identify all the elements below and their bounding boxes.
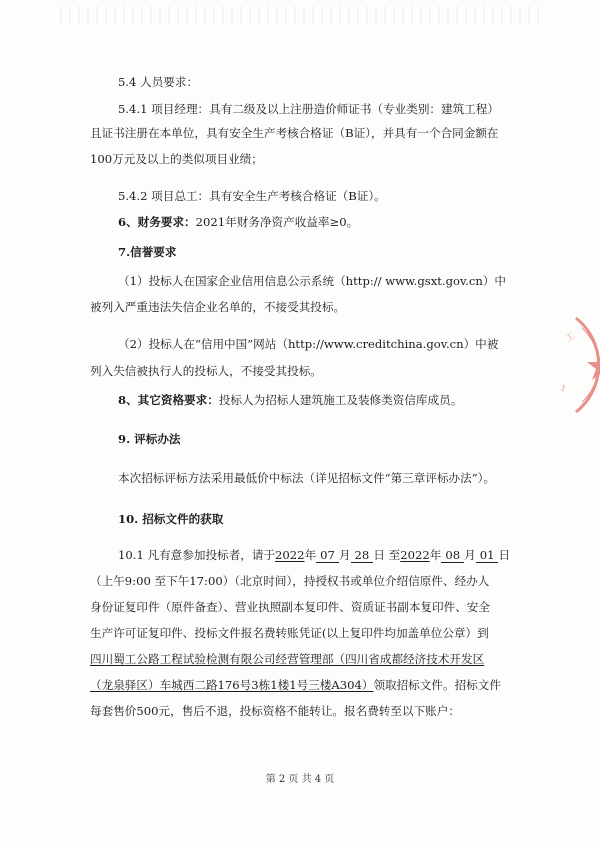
evaluation-method-heading: 9. 评标办法 xyxy=(118,432,181,446)
other-requirements-body: 投标人为招标人建筑施工及装修类资信库成员。 xyxy=(218,393,463,407)
other-requirements-heading: 8、其它资格要求： xyxy=(118,393,219,407)
clause-10-1-docs2: 生产许可证复印件、投标文件报名费转账凭证(以上复印件均加盖单位公章）到 xyxy=(90,626,489,640)
tender-documents-heading: 10. 招标文件的获取 xyxy=(118,512,224,526)
collection-address-line1: 四川蜀工公路工程试验检测有限公司经营管理部（四川省成都经济技术开发区 xyxy=(90,652,485,666)
end-year: 2022 xyxy=(400,548,430,562)
end-month: 08 xyxy=(441,548,464,563)
clause-10-1-docs1: 身份证复印件（原件备查）、营业执照副本复印件、资质证书副本复印件、安全 xyxy=(90,600,490,614)
start-month: 07 xyxy=(316,548,339,563)
clause-10-1-lead: 10.1 凡有意参加投标者，请于 xyxy=(118,548,276,562)
credit-item-2-cont: 列入失信被执行人的投标人，不接受其投标。 xyxy=(90,364,322,378)
end-day-unit: 日 xyxy=(498,548,511,562)
clause-5-4-1-cont2: 100万元及以上的类似项目业绩； xyxy=(90,152,263,166)
start-year: 2022 xyxy=(275,548,305,562)
start-year-unit: 年 xyxy=(304,548,317,562)
collection-address-underlined: （龙泉驿区）车城西二路176号3栋1楼1号三楼A304） xyxy=(90,678,374,692)
financial-requirements xyxy=(118,211,358,234)
credit-item-2: （2）投标人在“信用中国”网站（http://www.creditchina.gov.cn）中被 xyxy=(118,337,499,351)
section-5-4-heading: 5.4 人员要求： xyxy=(118,75,199,89)
start-day-unit: 日 至 xyxy=(373,548,401,562)
svg-text:工: 工 xyxy=(563,331,578,345)
evaluation-method-text: 本次招标评标方法采用最低价中标法（详见招标文件“第三章评标办法”）。 xyxy=(118,471,496,485)
start-day: 28 xyxy=(351,548,374,563)
clause-10-1-fee: 每套售价500元，售后不退，投标资格不能转让。报名费转至以下账户： xyxy=(90,704,460,718)
other-requirements xyxy=(118,389,462,412)
financial-heading: 6、财务要求： xyxy=(118,215,196,229)
end-year-unit: 年 xyxy=(429,548,442,562)
start-month-unit: 月 xyxy=(338,548,351,562)
clause-10-1-hours: （上午9:00 至下午17:00）（北京时间），持授权书或单位介绍信原件、经办人 xyxy=(90,574,490,588)
clause-10-1 xyxy=(118,544,510,567)
scan-artifact xyxy=(60,6,540,24)
clause-5-4-1: 5.4.1 项目经理：具有二级及以上注册造价师证书（专业类别：建筑工程） xyxy=(118,102,499,116)
financial-body: 2021年财务净资产收益率≥0。 xyxy=(195,215,359,229)
company-seal xyxy=(546,300,600,430)
credit-item-1-cont: 被列入严重违法失信企业名单的，不接受其投标。 xyxy=(90,300,346,314)
end-day: 01 xyxy=(476,548,499,563)
collection-address-tail: 领取招标文件。招标文件 xyxy=(373,678,501,692)
credit-item-1: （1）投标人在国家企业信用信息公示系统（http:// www.gsxt.gov.cn）中 xyxy=(118,274,507,288)
clause-5-4-2: 5.4.2 项目总工：具有安全生产考核合格证（B证）。 xyxy=(118,189,386,203)
clause-5-4-1-cont1: 且证书注册在本单位，具有安全生产考核合格证（B证），并具有一个合同金额在 xyxy=(90,126,499,140)
svg-text:1: 1 xyxy=(559,383,568,394)
page-number: 第 2 页 共 4 页 xyxy=(265,774,335,785)
end-month-unit: 月 xyxy=(464,548,476,562)
collection-address-line2 xyxy=(90,674,501,697)
credit-requirements-heading: 7.信誉要求 xyxy=(118,245,177,259)
